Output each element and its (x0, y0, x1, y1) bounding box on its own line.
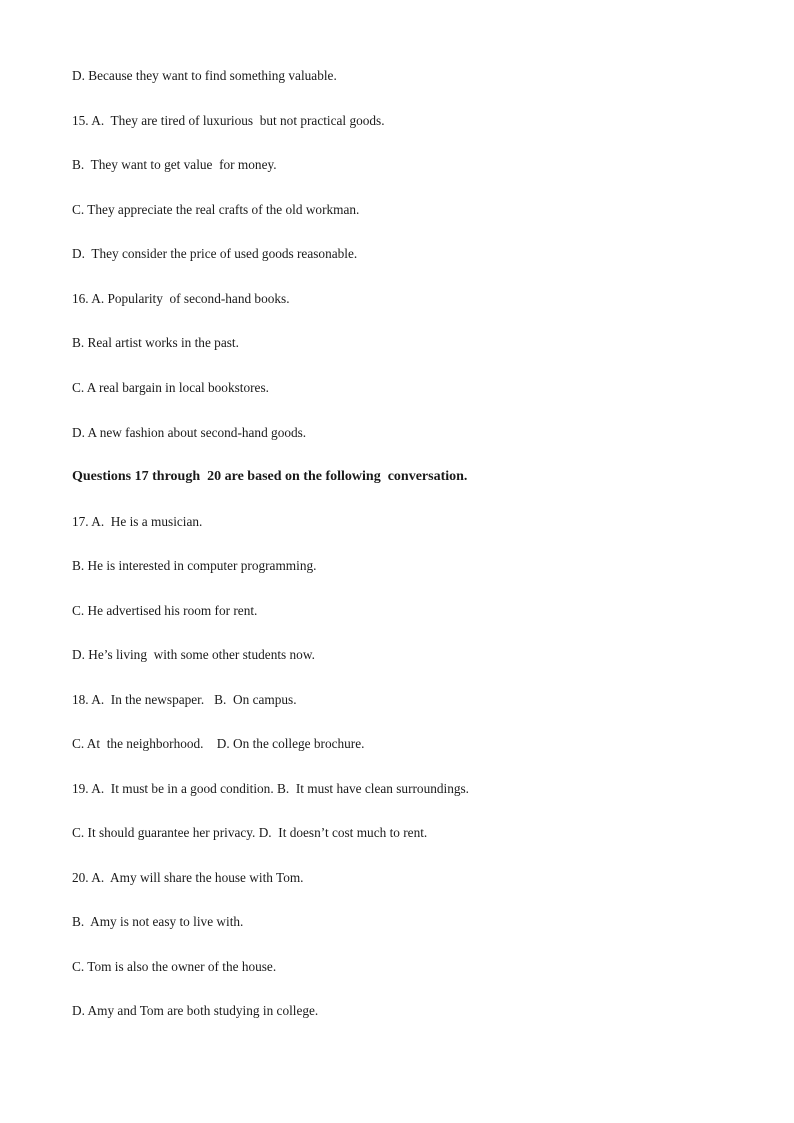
question-16-option-a: 16. A. Popularity of second-hand books. (72, 291, 290, 306)
question-20-option-a: 20. A. Amy will share the house with Tom. (72, 870, 304, 885)
question-17-option-a: 17. A. He is a musician. (72, 514, 203, 529)
question-18-options-a-b: 18. A. In the newspaper. B. On campus. (72, 692, 297, 707)
option-20-c: C. Tom is also the owner of the house. (72, 959, 277, 974)
option-17-d: D. He’s living with some other students now. (72, 647, 315, 662)
option-20-d: D. Amy and Tom are both studying in college. (72, 1003, 319, 1018)
option-15-b: B. They want to get value for money. (72, 157, 277, 172)
question-18-options-c-d: C. At the neighborhood. D. On the college brochure. (72, 736, 365, 751)
question-19-options-c-d: C. It should guarantee her privacy. D. It doesn’t cost much to rent. (72, 825, 428, 840)
option-15-d: D. They consider the price of used goods reasonable. (72, 246, 358, 261)
question-19-options-a-b: 19. A. It must be in a good condition. B. It must have clean surroundings. (72, 781, 470, 796)
option-16-c: C. A real bargain in local bookstores. (72, 380, 269, 395)
option-17-b: B. He is interested in computer programming. (72, 558, 317, 573)
option-16-d: D. A new fashion about second-hand goods. (72, 425, 307, 440)
option-15-c: C. They appreciate the real crafts of the old workman. (72, 202, 360, 217)
option-17-c: C. He advertised his room for rent. (72, 603, 258, 618)
option-16-b: B. Real artist works in the past. (72, 335, 239, 350)
option-20-b: B. Amy is not easy to live with. (72, 914, 244, 929)
option-14-d: D. Because they want to find something valuable. (72, 68, 337, 83)
question-15-option-a: 15. A. They are tired of luxurious but not practical goods. (72, 113, 385, 128)
section-heading: Questions 17 through 20 are based on the following conversation. (72, 469, 468, 484)
